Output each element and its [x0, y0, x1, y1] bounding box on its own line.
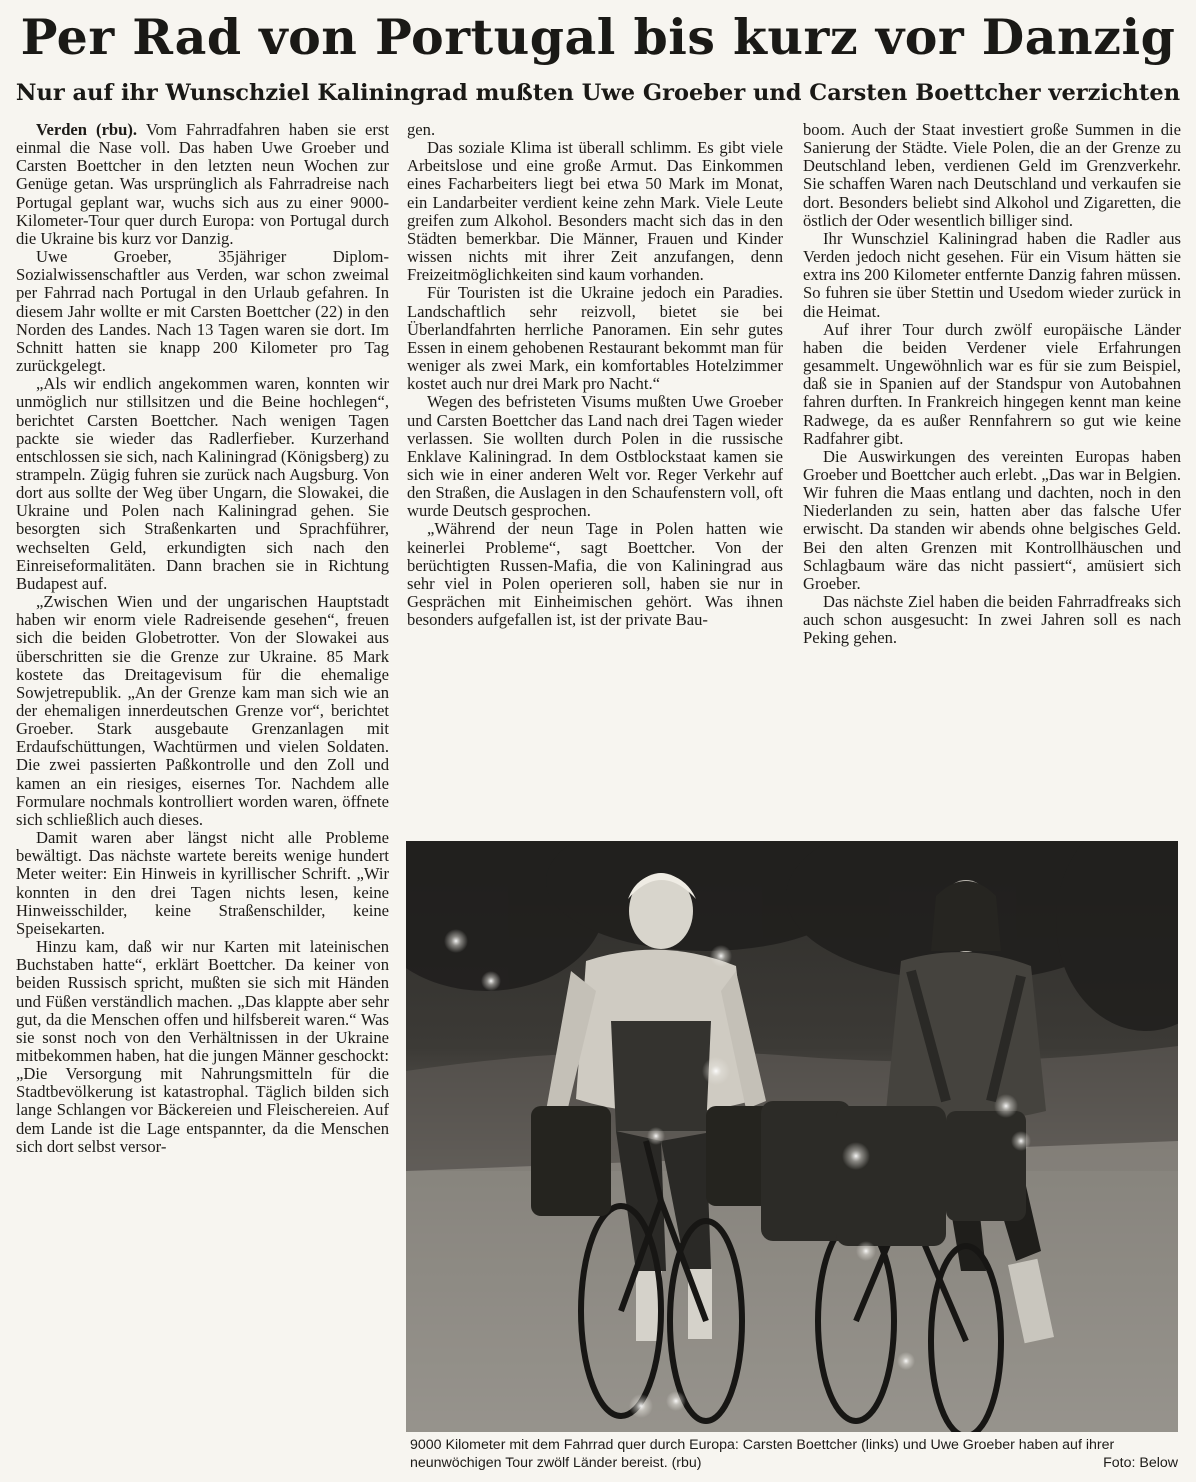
paragraph: Die Auswirkungen des vereinten Europas haben Groeber und Boettcher auch erlebt. „Das war in Belgien. Wir fuhren die Maas entlang und dachten, noch in den Niederlanden zu sein, hatten aber das falsche Ufer erwischt. Da standen wir abends ohne belgisches Geld. Bei den alten Grenzen mit Kontrollhäuschen und Schlagbaum wäre das nicht passiert“, amüsiert sich Groeber.: [803, 446, 1181, 593]
paragraph-continuation: boom. Auch der Staat investiert große Summen in die Sanierung der Städte. Viele Polen, die an der Grenze zu Deutschland leben, verdienen Geld im Grenzverkehr. Sie schaffen Waren nach Deutschland und verkaufen sie dort. Besonders beliebt sind Alkohol und Zigaretten, die östlich der Oder wesentlich billiger sind.: [803, 121, 1181, 230]
caption-text: 9000 Kilometer mit dem Fahrrad quer durch Europa: Carsten Boettcher (links) und Uwe Groeber haben auf ihrer neunwöchigen Tour zwölf Länder bereist. (rbu): [410, 1437, 1115, 1471]
paragraph: Das soziale Klima ist überall schlimm. Es gibt viele Arbeitslose und eine große Armut. Das Einkommen eines Facharbeiters liegt bei etwa 50 Mark im Monat, ein Landarbeiter verdient keine zehn Mark. Viele Leute greifen zum Alkohol. Besonders macht sich das in den Städten bemerkbar. Die Männer, Frauen und Kinder wissen nichts mit ihrer Zeit anzufangen, denn Freizeitmöglichkeiten sind kaum vorhanden.: [407, 138, 783, 285]
paragraph: Wegen des befristeten Visums mußten Uwe Groeber und Carsten Boettcher das Land nach drei Tagen wieder verlassen. Sie wollten durch Polen in die russische Enklave Kaliningrad. In dem Ostblockstaat kamen sie sich wie in einer anderen Welt vor. Reger Verkehr auf den Straßen, die Auslagen in den Schaufenstern voll, oft wurde Deutsch gesprochen.: [407, 392, 783, 521]
subheadline: Nur auf ihr Wunschziel Kaliningrad mußten Uwe Groeber und Carsten Boettcher verzichten: [15, 80, 1181, 106]
article-column-1: [16, 121, 389, 1477]
dateline: Verden (rbu).: [36, 121, 138, 139]
paragraph: Damit waren aber längst nicht alle Probleme bewältigt. Das nächste wartete bereits wenige hundert Meter weiter: Ein Hinweis in kyrillischer Schrift. „Wir konnten in den drei Tagen nichts lesen, keine Hinweisschilder, keine Straßenschilder, keine Speisekarten.: [16, 828, 389, 938]
paragraph: „Als wir endlich angekommen waren, konnten wir unmöglich nur stillsitzen und die Beine hochlegen“, berichtet Carsten Boettcher. Nach wenigen Tagen packte sie wieder das Radlerfieber. Kurzerhand entschlossen sie sich, nach Kaliningrad (Königsberg) zu strampeln. Zügig fuhren sie zurück nach Augsburg. Von dort aus sollte der Weg über Ungarn, die Slowakei, die Ukraine und Polen nach Kaliningrad gehen. Sie besorgten sich Straßenkarten und Sprachführer, wechselten Geld, erkundigten sich nach den Einreiseformalitäten. Dann brachen sie in Richtung Budapest auf.: [16, 374, 389, 593]
article-column-2: [407, 121, 783, 821]
paragraph-continuation: gen.: [407, 121, 436, 139]
paragraph: [16, 121, 389, 248]
paragraph-text: Vom Fahrradfahren haben sie erst einmal die Nase voll. Das haben Uwe Groeber und Carsten Boettcher in den letzten neun Wochen zur Genüge getan. Was ursprünglich als Fahrradreise nach Portugal geplant war, wuchs sich aus zu einer 9000-Kilometer-Tour quer durch Europa: von Portugal durch die Ukraine bis kurz vor Danzig.: [16, 121, 389, 248]
paragraph: Auf ihrer Tour durch zwölf europäische Länder haben die beiden Verdener viele Erfahrungen gesammelt. Ungewöhnlich war es für sie zum Beispiel, daß sie in Spanien auf der Standspur von Autobahnen fahren durften. In Frankreich hingegen kennt man keine Radwege, da es außer Rennfahrern so gut wie keine Radfahrer gibt.: [803, 319, 1181, 448]
paragraph: Uwe Groeber, 35jähriger Diplom-Sozialwissenschaftler aus Verden, war schon zweimal per Fahrrad nach Portugal in den Urlaub gefahren. In diesem Jahr wollte er mit Carsten Boettcher (22) in den Norden des Landes. Nach 13 Tagen waren sie dort. Im Schnitt hatten sie knapp 200 Kilometer pro Tag zurückgelegt.: [16, 247, 389, 376]
article-column-3: [803, 121, 1181, 821]
paragraph: Für Touristen ist die Ukraine jedoch ein Paradies. Landschaftlich sehr reizvoll, bietet sie bei Überlandfahrten herrliche Panoramen. Ein sehr gutes Essen in einem gehobenen Restaurant bekommt man für weniger als zwei Mark, ein komfortables Hotelzimmer kostet auch nur drei Mark pro Nacht.“: [407, 283, 783, 394]
photo-credit: Foto: Below: [1103, 1455, 1178, 1471]
cyclists-photo: [406, 841, 1178, 1432]
paragraph: Das nächste Ziel haben die beiden Fahrradfreaks sich auch schon ausgesucht: In zwei Jahren soll es nach Peking gehen.: [803, 592, 1181, 648]
paragraph: „Während der neun Tage in Polen hatten wie keinerlei Probleme“, sagt Boettcher. Von der berüchtigten Russen-Mafia, die von Kaliningrad aus sehr viel in Polen operieren soll, haben sie nur in Gesprächen mit Einheimischen gehört. Was ihnen besonders aufgefallen ist, ist der private Bau-: [407, 519, 783, 630]
photo-caption: [410, 1436, 1178, 1472]
paragraph: Hinzu kam, daß wir nur Karten mit lateinischen Buchstaben hatte“, erklärt Boettcher. Da keiner von beiden Russisch spricht, mußten sie sich mit Händen und Füßen verständlich machen. „Das klappte aber sehr gut, da die Menschen offen und hilfsbereit waren.“ Was sie sonst noch von den Verhältnissen in der Ukraine mitbekommen haben, hat die jungen Männer geschockt: „Die Versorgung mit Nahrungsmitteln für die Stadtbevölkerung ist katastrophal. Täglich bilden sich lange Schlangen vor Bäckereien und Fleischereien. Auf dem Lande ist die Lage entspannter, da die Menschen sich dort selbst versor-: [16, 937, 389, 1156]
paragraph: „Zwischen Wien und der ungarischen Hauptstadt haben wir enorm viele Radreisende gesehen“, freuen sich die beiden Globetrotter. Von der Slowakei aus überschritten sie die Grenze zur Ukraine. 85 Mark kostete das Dreitagevisum für die ehemalige Sowjetrepublik. „An der Grenze kam man sich wie an der ehemaligen innerdeutschen Grenze vor“, berichtet Groeber. Stark ausgebaute Grenzanlagen mit Erdaufschüttungen, Wachtürmen und vielen Soldaten. Die zwei passierten Paßkontrolle und den Zoll und kamen an ein riesiges, eisernes Tor. Nachdem alle Formulare nochmals kontrolliert worden waren, öffnete sich schließlich auch dieses.: [16, 592, 389, 829]
headline: Per Rad von Portugal bis kurz vor Danzig: [20, 8, 1176, 66]
paragraph: Ihr Wunschziel Kaliningrad haben die Radler aus Verden jedoch nicht gesehen. Für ein Visum hätten sie extra ins 200 Kilometer entfernte Danzig fahren müssen. So fuhren sie über Stettin und Usedom wieder zurück in die Heimat.: [803, 228, 1181, 321]
